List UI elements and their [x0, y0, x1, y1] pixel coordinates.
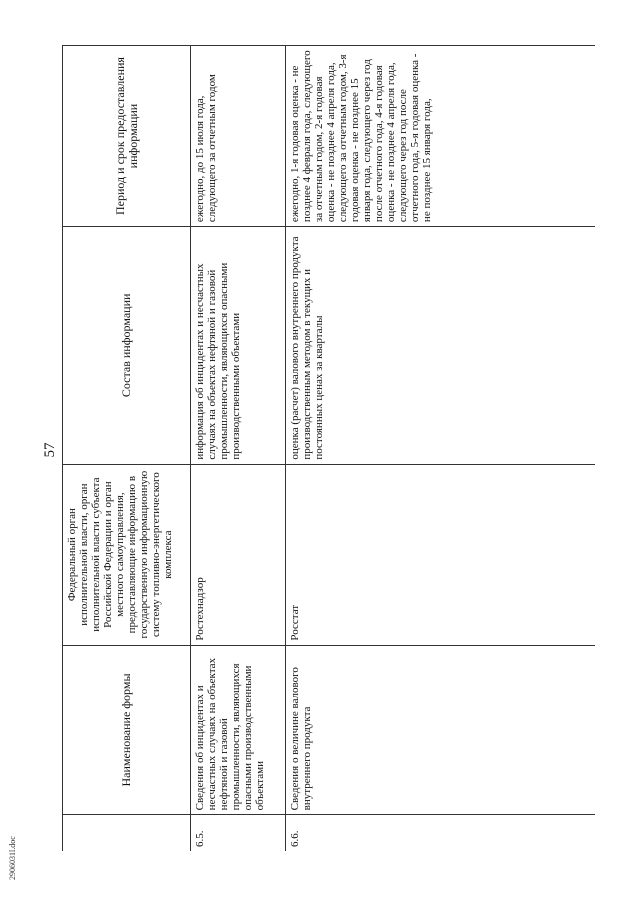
row-form-name: Сведения о величине валового внутреннего продукта — [286, 645, 596, 815]
row-period: ежегодно, до 15 июля года, следующего за отчетным годом — [191, 46, 286, 227]
header-number-cell — [63, 815, 191, 851]
row-content: оценка (расчет) валового внутреннего продукта производственным методом в текущих и постоянных ценах за кварталы — [286, 227, 596, 465]
header-content: Состав информации — [63, 227, 191, 465]
row-form-name: Сведения об инцидентах и несчастных случаях на объектах нефтяной и газовой промышленности, являющихся опасными производственными объектами — [191, 645, 286, 815]
header-period: Период и срок предоставления информации — [63, 46, 191, 227]
table-row — [191, 46, 286, 852]
header-organ: Федеральный орган исполнительной власти, орган исполнительной власти субъекта Российской Федерации и орган местного самоуправления, предоставляющие информацию в государственную информационную систему топливно-энергетического комплекса — [63, 464, 191, 645]
page-number: 57 — [42, 442, 58, 458]
row-period: ежегодно, 1-я годовая оценка - не позднее 4 февраля года, следующего за отчетным годом, 2-я годовая оценка - не позднее 4 апреля года, следующего за отчетным годом, 3-я годовая оценка - не позднее 15 января года, следующего через год после отчетного года, 4-я годовая оценка - не позднее 4 апреля года, следующего через год после отчетного года, 5-я годовая оценка - не позднее 15 января года, — [286, 46, 596, 227]
row-number: 6.6. — [286, 815, 596, 851]
info-forms-table — [62, 45, 595, 851]
footer-doc-code: 2906031l.doc — [8, 836, 17, 880]
table-row — [286, 46, 596, 852]
row-number: 6.5. — [191, 815, 286, 851]
row-organ: Ростехнадзор — [191, 464, 286, 645]
table-header-row — [63, 46, 191, 852]
row-organ: Росстат — [286, 464, 596, 645]
row-content: информация об инцидентах и несчастных случаях на объектах нефтяной и газовой промышленности, являющихся опасными производственными объектами — [191, 227, 286, 465]
header-form-name: Наименование формы — [63, 645, 191, 815]
